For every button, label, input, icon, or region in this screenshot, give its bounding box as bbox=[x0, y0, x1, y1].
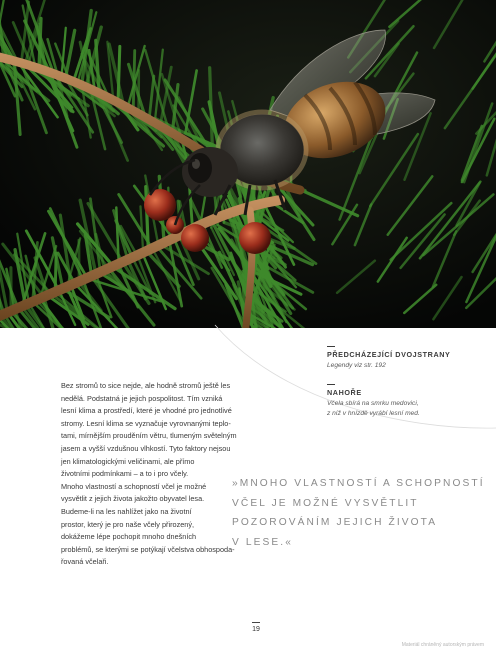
caption-title: PŘEDCHÁZEJÍCÍ DVOJSTRANY bbox=[327, 346, 487, 359]
quote-line: POZOROVÁNÍM JEJICH ŽIVOTA bbox=[232, 517, 438, 528]
resin-drop bbox=[239, 222, 271, 254]
body-line: vysvětlit z jejich života jakožto obyvatel lesa. bbox=[61, 494, 205, 504]
caption-line: Včela sbírá na smrku medovici, bbox=[327, 399, 419, 407]
caption-previous-spreads bbox=[327, 346, 487, 372]
body-line: problémů, se kterými se potýkají včelstva obhospoda- bbox=[61, 544, 235, 554]
caption-text: Legendy viz str. 192 bbox=[327, 362, 386, 369]
caption-text bbox=[327, 399, 487, 420]
body-line: dokážeme lépe pochopit mnoho dnešních bbox=[61, 532, 197, 542]
quote-line: VČEL JE MOŽNÉ VYSVĚTLIT bbox=[232, 497, 419, 509]
body-paragraph bbox=[61, 380, 261, 569]
body-line: stromy. Lesní klima se vyznačuje vyrovnanými teplo- bbox=[61, 418, 231, 428]
body-line: lesní klima a prostředí, které je vhodné pro jednotlivé bbox=[61, 406, 232, 416]
caption-above bbox=[327, 384, 487, 420]
caption-title: NAHOŘE bbox=[327, 384, 487, 397]
page-number: 19 bbox=[252, 626, 260, 633]
body-line: Bez stromů to sice nejde, ale hodně stromů ještě les bbox=[61, 381, 231, 390]
bee-photo bbox=[0, 0, 496, 328]
body-line: jen klimatologickými veličinami, ale přímo bbox=[61, 456, 195, 466]
body-line: Mnoho vlastností a schopností včel je možné bbox=[61, 481, 207, 491]
quote-line: V LESE.« bbox=[232, 536, 293, 548]
pull-quote bbox=[232, 474, 485, 552]
photo-captions bbox=[327, 346, 487, 420]
body-line: řovaná včelaři. bbox=[61, 557, 109, 567]
page-number-rule bbox=[252, 622, 260, 623]
bee-on-spruce-illustration bbox=[0, 0, 496, 328]
quote-line: »MNOHO VLASTNOSTÍ A SCHOPNOSTÍ bbox=[232, 478, 485, 489]
body-line: životními podmínkami – a to i pro včely. bbox=[61, 469, 189, 479]
body-line: nedělá. Podstatná je jejich pospolitost. Tím vzniká bbox=[61, 393, 223, 403]
caption-line: z níž v hnízdě vyrábí lesní med. bbox=[327, 410, 420, 417]
body-line: Budeme-li na les nahlížet jako na životní bbox=[61, 506, 192, 516]
resin-drop bbox=[181, 224, 209, 252]
body-line: prostor, který je pro naše včely přirozený, bbox=[61, 519, 195, 529]
body-line: tami, mírnějším prouděním větru, tlumeným světelným bbox=[61, 431, 237, 441]
body-line: jasem a vyšší vzdušnou vlhkostí. Tyto faktory nejsou bbox=[61, 443, 231, 453]
copyright-note: Materiál chráněný autorským právem bbox=[401, 642, 484, 648]
resin-drop bbox=[144, 189, 176, 221]
